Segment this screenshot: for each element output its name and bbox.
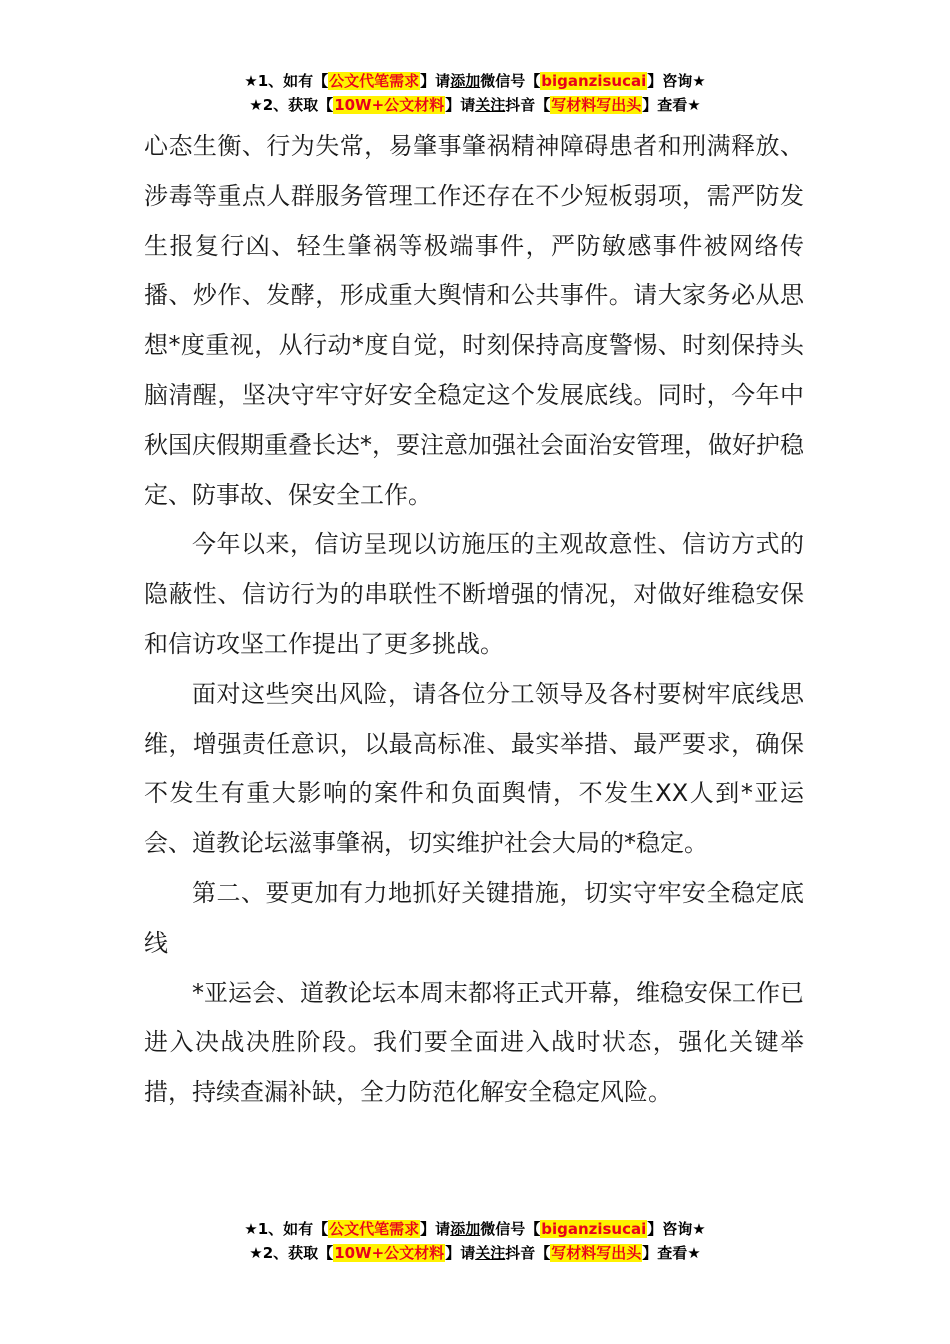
- banner-text: 微信号【: [480, 72, 541, 90]
- banner-text: ★1、如有【: [244, 1220, 329, 1238]
- section-heading: 第二、要更加有力地抓好关键措施，切实守牢安全稳定底线: [144, 878, 804, 957]
- banner-underline: 关注: [475, 96, 506, 114]
- banner-highlight: biganzisucai: [541, 1220, 647, 1238]
- header-banner: [0, 69, 950, 117]
- paragraph-1: 心态生衡、行为失常，易肇事肇祸精神障碍患者和刑满释放、涉毒等重点人群服务管理工作还存在不少短板弱项，需严防发生报复行凶、轻生肇祸等极端事件，严防敏感事件被网络传播、炒作、发酵，形成重大舆情和公共事件。请大家务必从思想*度重视，从行动*度自觉，时刻保持高度警惕、时刻保持头脑清醒，坚决守牢守好安全稳定这个发展底线。同时，今年中秋国庆假期重叠长达*，要注意加强社会面治安管理，做好护稳定、防事故、保安全工作。: [144, 132, 804, 509]
- banner-text: 抖音【: [505, 1244, 551, 1262]
- banner-highlight: 公文代笔需求: [329, 1220, 420, 1238]
- paragraph-4: *亚运会、道教论坛本周末都将正式开幕，维稳安保工作已进入决战决胜阶段。我们要全面进入战时状态，强化关键举措，持续查漏补缺，全力防范化解安全稳定风险。: [144, 978, 804, 1107]
- banner-line-1: [0, 69, 950, 93]
- paragraph-2: 今年以来，信访呈现以访施压的主观故意性、信访方式的隐蔽性、信访行为的串联性不断增强的情况，对做好维稳安保和信访攻坚工作提出了更多挑战。: [144, 530, 804, 658]
- paragraph-3: 面对这些突出风险，请各位分工领导及各村要树牢底线思维，增强责任意识，以最高标准、最实举措、最严要求，确保不发生有重大影响的案件和负面舆情，不发生XX人到*亚运会、道教论坛滋事肇祸，切实维护社会大局的*稳定。: [144, 679, 804, 858]
- banner-highlight: biganzisucai: [541, 72, 647, 90]
- banner-line-1: [0, 1217, 950, 1241]
- banner-highlight: 10W+公文材料: [334, 1244, 445, 1262]
- banner-highlight: 公文代笔需求: [329, 72, 420, 90]
- document-body: [144, 122, 804, 1118]
- banner-underline: 添加: [450, 1220, 481, 1238]
- banner-line-2: [0, 93, 950, 117]
- footer-banner: [0, 1217, 950, 1265]
- banner-highlight: 写材料写出头: [551, 1244, 642, 1262]
- banner-text: 】查看★: [642, 96, 701, 114]
- banner-underline: 添加: [450, 72, 481, 90]
- banner-text: 微信号【: [480, 1220, 541, 1238]
- banner-highlight: 10W+公文材料: [334, 96, 445, 114]
- banner-text: ★1、如有【: [244, 72, 329, 90]
- banner-text: ★2、获取【: [249, 96, 334, 114]
- banner-text: 】请: [420, 1220, 451, 1238]
- banner-text: ★2、获取【: [249, 1244, 334, 1262]
- banner-text: 】请: [445, 1244, 476, 1262]
- banner-highlight: 写材料写出头: [551, 96, 642, 114]
- banner-text: 】咨询★: [647, 72, 706, 90]
- banner-line-2: [0, 1241, 950, 1265]
- banner-text: 】咨询★: [647, 1220, 706, 1238]
- banner-underline: 关注: [475, 1244, 506, 1262]
- banner-text: 】查看★: [642, 1244, 701, 1262]
- banner-text: 】请: [420, 72, 451, 90]
- banner-text: 抖音【: [505, 96, 551, 114]
- banner-text: 】请: [445, 96, 476, 114]
